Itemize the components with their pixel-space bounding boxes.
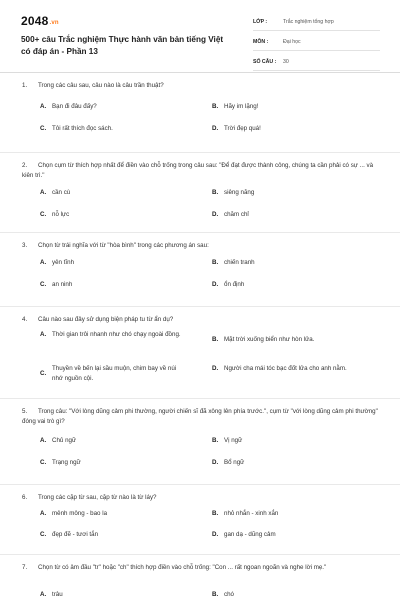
option-letter: A.	[40, 259, 47, 266]
question-number: 7.	[22, 564, 28, 571]
option-letter: A.	[40, 437, 47, 444]
option-b[interactable]	[212, 335, 360, 345]
logo-main-text: 2048	[21, 14, 49, 28]
question-text: Chọn cụm từ thích hợp nhất để điền vào chỗ trống trong câu sau: "Để đạt được thành công, chúng ta cần phải có sự ... và kiên trì."	[22, 162, 374, 179]
question-item	[0, 306, 400, 399]
option-text: Bổ ngữ	[224, 459, 245, 466]
question-text: Chọn từ trái nghĩa với từ "hòa bình" trong các phương án sau:	[38, 242, 209, 249]
option-c[interactable]	[40, 210, 188, 220]
question-number: 5.	[22, 408, 28, 415]
question-stem	[22, 161, 382, 181]
option-text: cần cù	[52, 189, 71, 196]
option-b[interactable]	[212, 102, 360, 112]
question-stem	[22, 81, 382, 91]
option-c[interactable]	[40, 364, 188, 384]
option-b[interactable]	[212, 509, 360, 519]
option-text: Hãy im lặng!	[224, 103, 259, 110]
question-item	[0, 232, 400, 307]
document-meta	[253, 14, 380, 74]
option-letter: C.	[40, 211, 47, 218]
meta-key: SỐ CÂU :	[253, 59, 277, 65]
meta-value: Đại học	[283, 39, 301, 45]
option-letter: D.	[212, 459, 219, 466]
option-letter: B.	[212, 591, 219, 598]
option-text: mênh mông - bao la	[52, 510, 108, 517]
option-text: đẹp đẽ - tươi tắn	[52, 531, 99, 538]
option-letter: B.	[212, 510, 219, 517]
option-text: an ninh	[52, 281, 73, 288]
meta-value: Trắc nghiệm tổng hợp	[283, 19, 334, 25]
option-text: chiến tranh	[224, 259, 255, 266]
question-number: 3.	[22, 242, 28, 249]
meta-row-class	[253, 14, 380, 31]
option-letter: D.	[212, 365, 219, 372]
option-d[interactable]	[212, 364, 360, 374]
option-d[interactable]	[212, 124, 360, 134]
option-letter: B.	[212, 189, 219, 196]
option-b[interactable]	[212, 590, 360, 600]
question-stem	[22, 407, 382, 427]
option-letter: D.	[212, 125, 219, 132]
option-letter: C.	[40, 125, 47, 132]
option-letter: A.	[40, 331, 47, 338]
option-letter: B.	[212, 103, 219, 110]
site-logo[interactable]	[21, 14, 59, 28]
document-title: 500+ câu Trắc nghiệm Thực hành văn bản tiếng Việt có đáp án - Phần 13	[21, 35, 224, 56]
option-a[interactable]	[40, 102, 188, 112]
document-header	[0, 0, 400, 73]
option-b[interactable]	[212, 258, 360, 268]
option-letter: C.	[40, 531, 47, 538]
option-text: ổn định	[224, 281, 245, 288]
logo-suffix-text: .vn	[49, 20, 59, 26]
option-letter: D.	[212, 211, 219, 218]
option-text: Bạn đi đâu đấy?	[52, 103, 97, 110]
question-text: Trong các câu sau, câu nào là câu trần thuật?	[38, 82, 164, 89]
option-c[interactable]	[40, 124, 188, 134]
question-item	[0, 484, 400, 555]
option-letter: D.	[212, 281, 219, 288]
option-text: Vị ngữ	[224, 437, 243, 444]
question-stem	[22, 241, 382, 251]
option-letter: C.	[40, 459, 47, 466]
option-text: Trạng ngữ	[52, 459, 81, 466]
option-letter: A.	[40, 510, 47, 517]
option-text: Tôi rất thích đọc sách.	[52, 125, 113, 132]
option-b[interactable]	[212, 436, 360, 446]
option-text: Trời đẹp quá!	[224, 125, 261, 132]
option-text: Thời gian trôi nhanh như chó chạy ngoài đồng.	[52, 331, 181, 338]
option-letter: C.	[40, 281, 47, 288]
question-item	[0, 398, 400, 485]
question-item	[0, 72, 400, 153]
option-letter: B.	[212, 259, 219, 266]
option-a[interactable]	[40, 436, 188, 446]
option-letter: B.	[212, 336, 219, 343]
option-text: nhỏ nhắn - xinh xắn	[224, 510, 279, 517]
meta-key: MÔN :	[253, 39, 269, 45]
option-c[interactable]	[40, 280, 188, 290]
question-number: 4.	[22, 316, 28, 323]
option-c[interactable]	[40, 458, 188, 468]
option-text: nỗ lực	[52, 211, 70, 218]
meta-row-subject	[253, 34, 380, 51]
option-letter: D.	[212, 531, 219, 538]
option-d[interactable]	[212, 280, 360, 290]
question-number: 2.	[22, 162, 28, 169]
question-item	[0, 152, 400, 233]
option-text: Mặt trời xuống biển như hòn lửa.	[224, 336, 315, 343]
question-text: Trong các cặp từ sau, cặp từ nào là từ láy?	[38, 494, 157, 501]
meta-value: 30	[283, 59, 289, 65]
option-c[interactable]	[40, 530, 188, 540]
question-stem	[22, 315, 382, 325]
question-text: Trong câu: "Với lòng dũng cảm phi thường, người chiến sĩ đã xông lên phía trước.", cụm từ "với lòng dũng cảm phi thường" đóng vai trò gì?	[22, 408, 378, 425]
option-a[interactable]	[40, 258, 188, 268]
option-a[interactable]	[40, 590, 188, 600]
question-text: Chọn từ có âm đầu "tr" hoặc "ch" thích hợp điền vào chỗ trống: "Con ... rất ngoan ngoãn và nghe lời mẹ."	[38, 564, 327, 571]
option-letter: A.	[40, 189, 47, 196]
meta-row-count	[253, 54, 380, 71]
option-d[interactable]	[212, 210, 360, 220]
question-item	[0, 554, 400, 600]
question-stem	[22, 563, 382, 573]
question-stem	[22, 493, 382, 503]
option-a[interactable]	[40, 509, 188, 519]
question-number: 1.	[22, 82, 28, 89]
question-number: 6.	[22, 494, 28, 501]
meta-key: LỚP :	[253, 19, 268, 25]
option-letter: A.	[40, 591, 47, 598]
option-a[interactable]	[40, 330, 188, 340]
question-text: Câu nào sau đây sử dụng biện pháp tu từ ẩn dụ?	[38, 316, 174, 323]
option-letter: B.	[212, 437, 219, 444]
option-text: Thuyền về bến lại sầu muộn, chim bay về núi nhớ nguồn cội.	[52, 365, 177, 382]
option-b[interactable]	[212, 188, 360, 198]
option-text: siêng năng	[224, 189, 255, 196]
option-text: gan dạ - dũng cảm	[224, 531, 276, 538]
option-text: trâu	[52, 591, 63, 598]
option-text: chó	[224, 591, 234, 598]
option-text: chăm chỉ	[224, 211, 249, 218]
option-a[interactable]	[40, 188, 188, 198]
option-d[interactable]	[212, 458, 360, 468]
option-text: Người cha mái tóc bạc đốt lửa cho anh nằm.	[224, 365, 347, 372]
option-letter: C.	[40, 370, 47, 377]
option-text: yên tĩnh	[52, 259, 75, 266]
option-text: Chủ ngữ	[52, 437, 77, 444]
option-letter: A.	[40, 103, 47, 110]
option-d[interactable]	[212, 530, 360, 540]
